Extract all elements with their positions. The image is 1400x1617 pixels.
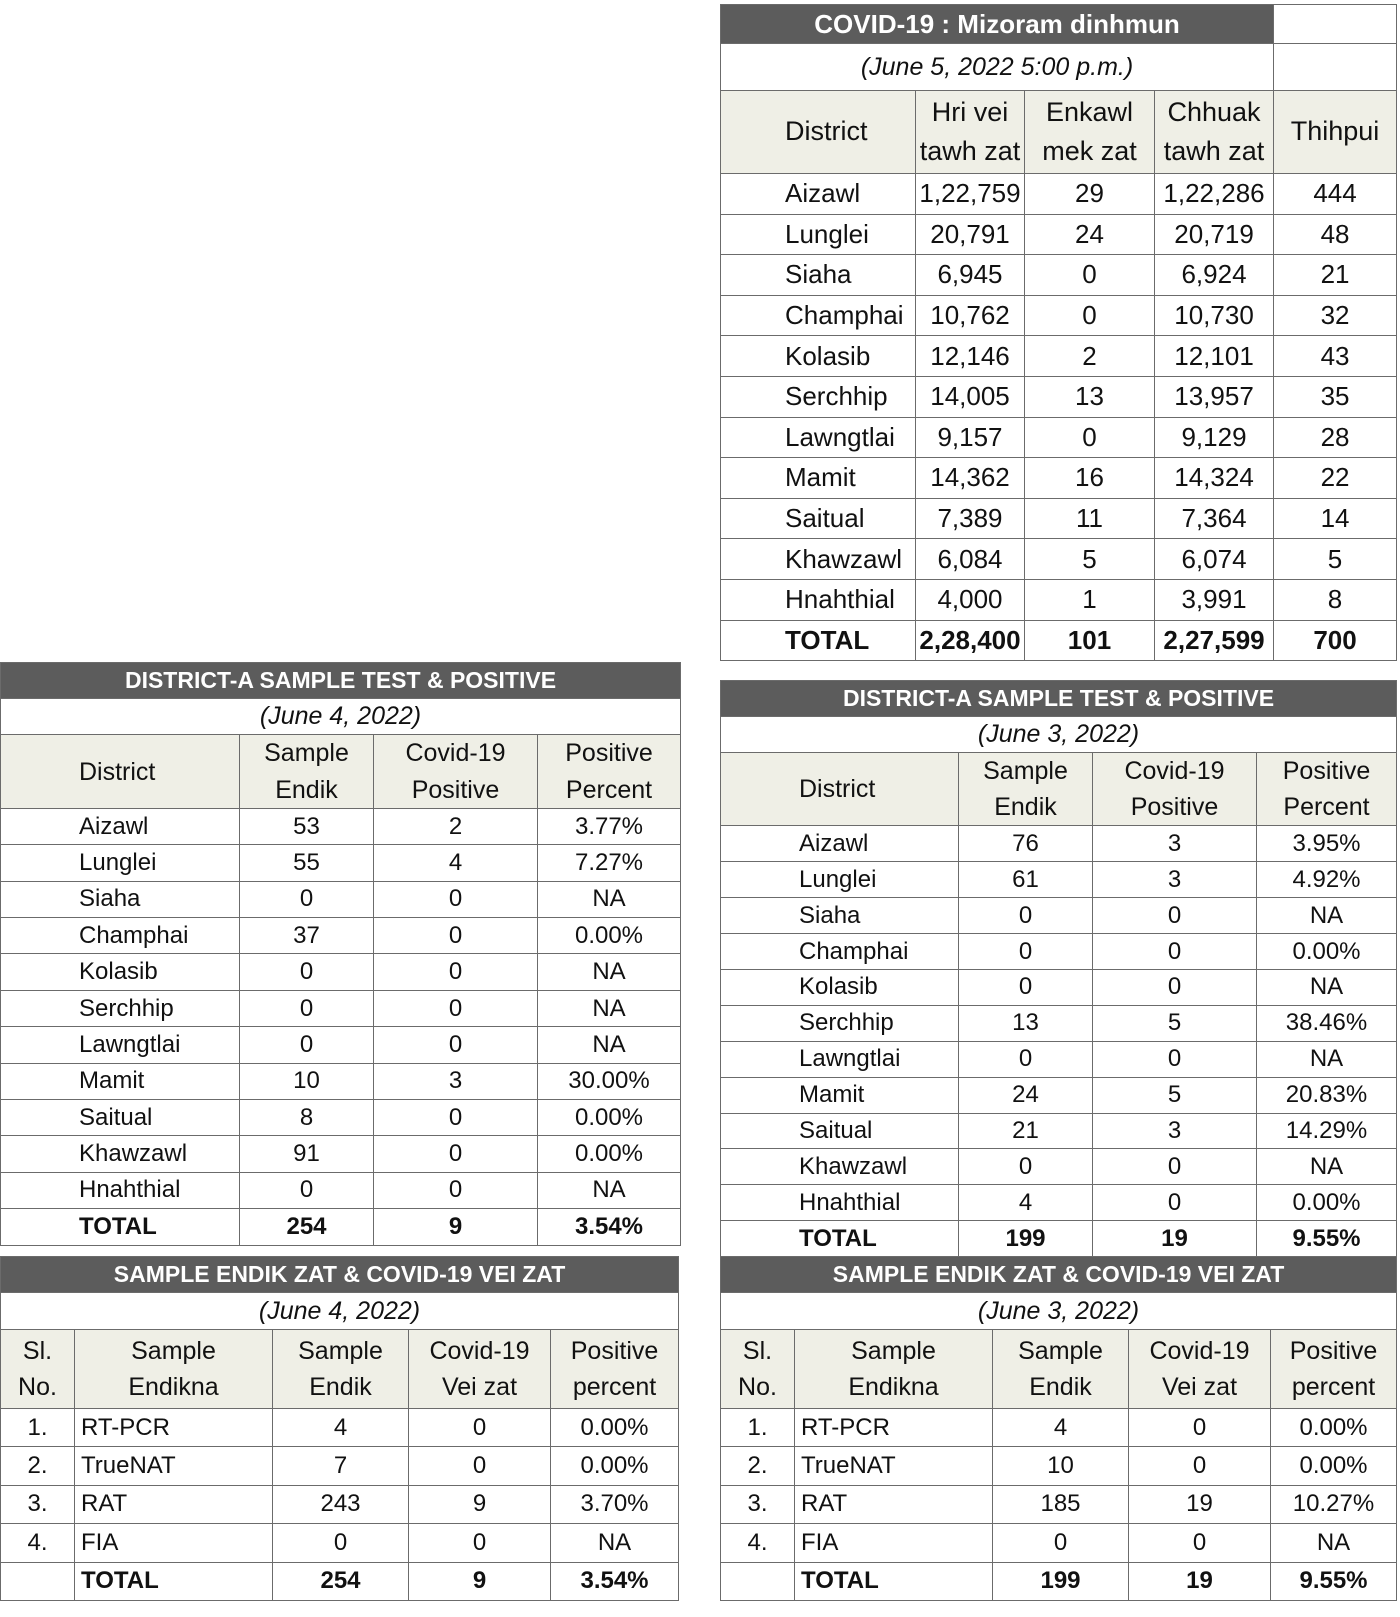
district-cell: Aizawl (721, 826, 959, 862)
thihpui-cell: 14 (1274, 498, 1397, 539)
positive-percent-cell: 7.27% (538, 845, 681, 881)
chhuak-cell: 9,129 (1155, 417, 1274, 458)
enkawl-cell: 16 (1025, 458, 1155, 499)
covid-positive-cell: 0 (1093, 1149, 1257, 1185)
district-test-table-june3 (720, 680, 1397, 1257)
covid-positive-cell: 0 (374, 990, 538, 1026)
table-row (1, 1063, 681, 1099)
method-cell: TrueNAT (75, 1447, 273, 1485)
total-row (721, 1562, 1397, 1600)
table-row (1, 918, 681, 954)
date-blank-cell (1274, 44, 1397, 91)
header-positive-percent: Positive Percent (538, 735, 681, 809)
covid-positive-cell: 2 (374, 808, 538, 844)
district-cell: Siaha (1, 881, 240, 917)
hri-vei-cell: 9,157 (916, 417, 1025, 458)
table-row (721, 1005, 1397, 1041)
table-row (721, 1077, 1397, 1113)
sl-no-cell: 4. (721, 1524, 795, 1562)
covid-positive-cell: 4 (374, 845, 538, 881)
positive-percent-cell: 3.70% (551, 1485, 679, 1523)
positive-percent-cell: 38.46% (1257, 1005, 1397, 1041)
table-date: (June 4, 2022) (1, 699, 681, 735)
table-row (721, 214, 1397, 255)
sample-endik-cell: 0 (993, 1524, 1129, 1562)
district-cell: Saitual (721, 1113, 959, 1149)
enkawl-cell: 24 (1025, 214, 1155, 255)
covid-positive-cell: 5 (1093, 1077, 1257, 1113)
sample-endik-cell: 4 (959, 1185, 1093, 1221)
sample-endik-cell: 0 (240, 1027, 374, 1063)
header-sl-no: Sl. No. (1, 1330, 75, 1409)
covid-positive-cell: 0 (1093, 969, 1257, 1005)
district-cell: Mamit (721, 1077, 959, 1113)
chhuak-cell: 6,074 (1155, 539, 1274, 580)
hri-vei-cell: 10,762 (916, 295, 1025, 336)
table-row (721, 458, 1397, 499)
positive-percent-cell: 3.54% (551, 1562, 679, 1600)
header-thihpui: Thihpui (1274, 91, 1397, 174)
district-cell: Hnahthial (1, 1172, 240, 1208)
table-row (1, 1409, 679, 1447)
positive-percent-cell: NA (1257, 1149, 1397, 1185)
district-cell: Serchhip (1, 990, 240, 1026)
positive-percent-cell: 30.00% (538, 1063, 681, 1099)
district-cell: Kolasib (721, 336, 916, 377)
district-cell: Khawzawl (721, 539, 916, 580)
district-test-table-june4 (0, 662, 681, 1246)
covid-vei-cell: 0 (1129, 1409, 1271, 1447)
thihpui-cell: 43 (1274, 336, 1397, 377)
table-row (721, 174, 1397, 215)
hri-vei-cell: 1,22,759 (916, 174, 1025, 215)
covid-positive-cell: 0 (374, 954, 538, 990)
positive-percent-cell: 0.00% (538, 918, 681, 954)
header-district: District (721, 91, 916, 174)
district-cell: Siaha (721, 255, 916, 296)
thihpui-cell: 22 (1274, 458, 1397, 499)
positive-percent-cell: NA (1257, 898, 1397, 934)
sample-endik-cell: 21 (959, 1113, 1093, 1149)
chhuak-cell: 1,22,286 (1155, 174, 1274, 215)
sample-endik-cell: 76 (959, 826, 1093, 862)
district-cell: Mamit (721, 458, 916, 499)
thihpui-cell: 35 (1274, 376, 1397, 417)
chhuak-cell: 6,924 (1155, 255, 1274, 296)
thihpui-cell: 5 (1274, 539, 1397, 580)
sample-endik-cell: 4 (273, 1409, 409, 1447)
positive-percent-cell: 0.00% (538, 1136, 681, 1172)
header-district: District (1, 735, 240, 809)
positive-percent-cell: 4.92% (1257, 862, 1397, 898)
positive-percent-cell: 0.00% (1271, 1409, 1397, 1447)
hri-vei-cell: 14,362 (916, 458, 1025, 499)
district-cell: Kolasib (721, 969, 959, 1005)
method-cell: TOTAL (795, 1562, 993, 1600)
enkawl-cell: 0 (1025, 295, 1155, 336)
district-cell: Lunglei (1, 845, 240, 881)
sample-endik-cell: 0 (959, 969, 1093, 1005)
table-row (721, 969, 1397, 1005)
sl-no-cell: 1. (1, 1409, 75, 1447)
enkawl-cell: 1 (1025, 579, 1155, 620)
header-chhuak: Chhuak tawh zat (1155, 91, 1274, 174)
district-cell: Saitual (1, 1100, 240, 1136)
table-title: COVID-19 : Mizoram dinhmun (721, 5, 1274, 44)
sl-no-cell: 1. (721, 1409, 795, 1447)
sl-no-cell: 3. (1, 1485, 75, 1523)
district-cell: Khawzawl (1, 1136, 240, 1172)
table-row (1, 1172, 681, 1208)
positive-percent-cell: NA (1271, 1524, 1397, 1562)
header-positive-percent: Positive Percent (1257, 752, 1397, 826)
table-row (721, 336, 1397, 377)
total-row (721, 620, 1397, 661)
enkawl-cell: 13 (1025, 376, 1155, 417)
positive-percent-cell: NA (1257, 1041, 1397, 1077)
table-row (721, 1409, 1397, 1447)
sl-no-cell: 3. (721, 1485, 795, 1523)
hri-vei-cell: 7,389 (916, 498, 1025, 539)
table-row (1, 1100, 681, 1136)
district-cell: Aizawl (1, 808, 240, 844)
thihpui-cell: 700 (1274, 620, 1397, 661)
chhuak-cell: 14,324 (1155, 458, 1274, 499)
district-cell: Champhai (721, 295, 916, 336)
covid-positive-cell: 9 (374, 1209, 538, 1245)
sample-endik-cell: 91 (240, 1136, 374, 1172)
total-row (1, 1562, 679, 1600)
covid-positive-cell: 0 (1093, 1185, 1257, 1221)
table-date: (June 3, 2022) (721, 1293, 1397, 1330)
table-row (721, 1447, 1397, 1485)
covid-positive-cell: 3 (1093, 826, 1257, 862)
covid-vei-cell: 0 (409, 1447, 551, 1485)
sl-no-cell (721, 1562, 795, 1600)
district-cell: Aizawl (721, 174, 916, 215)
sample-endik-cell: 185 (993, 1485, 1129, 1523)
header-sl-no: Sl. No. (721, 1330, 795, 1409)
hri-vei-cell: 14,005 (916, 376, 1025, 417)
positive-percent-cell: 3.95% (1257, 826, 1397, 862)
district-cell: Serchhip (721, 1005, 959, 1041)
sample-endik-cell: 0 (959, 934, 1093, 970)
table-title: SAMPLE ENDIK ZAT & COVID-19 VEI ZAT (1, 1257, 679, 1293)
table-row (1, 1027, 681, 1063)
chhuak-cell: 13,957 (1155, 376, 1274, 417)
chhuak-cell: 2,27,599 (1155, 620, 1274, 661)
covid-positive-cell: 0 (374, 918, 538, 954)
covid-positive-cell: 0 (374, 1172, 538, 1208)
header-sample-endik: Sample Endik (273, 1330, 409, 1409)
table-row (721, 1185, 1397, 1221)
table-row (721, 898, 1397, 934)
covid-vei-cell: 0 (409, 1524, 551, 1562)
method-cell: TrueNAT (795, 1447, 993, 1485)
enkawl-cell: 101 (1025, 620, 1155, 661)
table-row (721, 255, 1397, 296)
sample-endik-cell: 243 (273, 1485, 409, 1523)
district-cell: Kolasib (1, 954, 240, 990)
table-row (721, 1524, 1397, 1562)
table-date: (June 3, 2022) (721, 717, 1397, 753)
hri-vei-cell: 20,791 (916, 214, 1025, 255)
positive-percent-cell: NA (538, 954, 681, 990)
title-blank-cell (1274, 5, 1397, 44)
positive-percent-cell: NA (538, 1027, 681, 1063)
header-sample-endik: Sample Endik (240, 735, 374, 809)
positive-percent-cell: NA (538, 990, 681, 1026)
chhuak-cell: 7,364 (1155, 498, 1274, 539)
covid-vei-cell: 9 (409, 1485, 551, 1523)
sample-endik-cell: 0 (959, 1149, 1093, 1185)
table-row (1, 1485, 679, 1523)
sample-endik-cell: 0 (959, 1041, 1093, 1077)
hri-vei-cell: 2,28,400 (916, 620, 1025, 661)
positive-percent-cell: 0.00% (538, 1100, 681, 1136)
sample-endik-cell: 0 (240, 990, 374, 1026)
total-row (721, 1221, 1397, 1257)
covid-positive-cell: 3 (1093, 1113, 1257, 1149)
sample-endik-cell: 24 (959, 1077, 1093, 1113)
table-row (721, 1485, 1397, 1523)
enkawl-cell: 0 (1025, 417, 1155, 458)
table-row (721, 498, 1397, 539)
covid-vei-cell: 19 (1129, 1485, 1271, 1523)
positive-percent-cell: 0.00% (551, 1409, 679, 1447)
table-row (1, 1447, 679, 1485)
enkawl-cell: 11 (1025, 498, 1155, 539)
table-date: (June 4, 2022) (1, 1293, 679, 1330)
sample-endik-cell: 0 (959, 898, 1093, 934)
header-sample-endikna: Sample Endikna (795, 1330, 993, 1409)
sample-endik-cell: 37 (240, 918, 374, 954)
table-row (1, 990, 681, 1026)
sl-no-cell: 2. (721, 1447, 795, 1485)
positive-percent-cell: 3.77% (538, 808, 681, 844)
district-cell: Lawngtlai (721, 417, 916, 458)
positive-percent-cell: 14.29% (1257, 1113, 1397, 1149)
table-row (721, 539, 1397, 580)
covid-vei-cell: 19 (1129, 1562, 1271, 1600)
sample-endik-cell: 7 (273, 1447, 409, 1485)
sample-endik-cell: 55 (240, 845, 374, 881)
thihpui-cell: 28 (1274, 417, 1397, 458)
district-cell: Lunglei (721, 214, 916, 255)
enkawl-cell: 2 (1025, 336, 1155, 377)
district-cell: Lawngtlai (1, 1027, 240, 1063)
district-cell: Hnahthial (721, 1185, 959, 1221)
sample-endik-cell: 0 (240, 1172, 374, 1208)
sample-endik-cell: 0 (240, 881, 374, 917)
positive-percent-cell: 3.54% (538, 1209, 681, 1245)
sl-no-cell: 2. (1, 1447, 75, 1485)
district-cell: TOTAL (1, 1209, 240, 1245)
table-row (1, 845, 681, 881)
district-cell: Lunglei (721, 862, 959, 898)
method-cell: RAT (795, 1485, 993, 1523)
sample-endik-cell: 8 (240, 1100, 374, 1136)
positive-percent-cell: 20.83% (1257, 1077, 1397, 1113)
district-cell: TOTAL (721, 620, 916, 661)
table-row (721, 826, 1397, 862)
covid-positive-cell: 0 (374, 1100, 538, 1136)
sample-method-table-june4 (0, 1256, 679, 1601)
enkawl-cell: 5 (1025, 539, 1155, 580)
positive-percent-cell: 9.55% (1271, 1562, 1397, 1600)
covid-vei-cell: 0 (1129, 1524, 1271, 1562)
enkawl-cell: 29 (1025, 174, 1155, 215)
table-title: SAMPLE ENDIK ZAT & COVID-19 VEI ZAT (721, 1257, 1397, 1293)
table-row (721, 1113, 1397, 1149)
district-cell: Lawngtlai (721, 1041, 959, 1077)
covid-vei-cell: 9 (409, 1562, 551, 1600)
covid-positive-cell: 5 (1093, 1005, 1257, 1041)
header-covid-vei-zat: Covid-19 Vei zat (1129, 1330, 1271, 1409)
method-cell: TOTAL (75, 1562, 273, 1600)
table-row (721, 417, 1397, 458)
header-district: District (721, 752, 959, 826)
covid-positive-cell: 0 (1093, 1041, 1257, 1077)
total-row (1, 1209, 681, 1245)
hri-vei-cell: 6,084 (916, 539, 1025, 580)
table-title: DISTRICT-A SAMPLE TEST & POSITIVE (1, 663, 681, 699)
covid-positive-cell: 0 (374, 881, 538, 917)
covid-positive-cell: 0 (1093, 934, 1257, 970)
header-positive-percent: Positive percent (551, 1330, 679, 1409)
positive-percent-cell: NA (551, 1524, 679, 1562)
hri-vei-cell: 12,146 (916, 336, 1025, 377)
table-row (1, 1524, 679, 1562)
positive-percent-cell: 0.00% (1257, 1185, 1397, 1221)
table-row (721, 1041, 1397, 1077)
table-row (1, 881, 681, 917)
thihpui-cell: 8 (1274, 579, 1397, 620)
sample-endik-cell: 199 (993, 1562, 1129, 1600)
sample-endik-cell: 0 (240, 954, 374, 990)
table-row (1, 808, 681, 844)
sample-endik-cell: 10 (993, 1447, 1129, 1485)
method-cell: FIA (75, 1524, 273, 1562)
header-sample-endikna: Sample Endikna (75, 1330, 273, 1409)
positive-percent-cell: 10.27% (1271, 1485, 1397, 1523)
mizoram-status-table (720, 4, 1397, 661)
thihpui-cell: 21 (1274, 255, 1397, 296)
district-cell: TOTAL (721, 1221, 959, 1257)
positive-percent-cell: 0.00% (551, 1447, 679, 1485)
covid-positive-cell: 0 (374, 1027, 538, 1063)
hri-vei-cell: 4,000 (916, 579, 1025, 620)
method-cell: RAT (75, 1485, 273, 1523)
sample-endik-cell: 199 (959, 1221, 1093, 1257)
table-row (721, 376, 1397, 417)
sample-endik-cell: 53 (240, 808, 374, 844)
table-date: (June 5, 2022 5:00 p.m.) (721, 44, 1274, 91)
header-covid-positive: Covid-19 Positive (374, 735, 538, 809)
district-cell: Champhai (1, 918, 240, 954)
header-covid-vei-zat: Covid-19 Vei zat (409, 1330, 551, 1409)
district-cell: Saitual (721, 498, 916, 539)
positive-percent-cell: 9.55% (1257, 1221, 1397, 1257)
district-cell: Champhai (721, 934, 959, 970)
header-covid-positive: Covid-19 Positive (1093, 752, 1257, 826)
table-row (721, 295, 1397, 336)
table-row (721, 934, 1397, 970)
chhuak-cell: 20,719 (1155, 214, 1274, 255)
table-row (721, 862, 1397, 898)
method-cell: RT-PCR (795, 1409, 993, 1447)
sample-method-table-june3 (720, 1256, 1397, 1601)
chhuak-cell: 12,101 (1155, 336, 1274, 377)
sample-endik-cell: 61 (959, 862, 1093, 898)
header-positive-percent: Positive percent (1271, 1330, 1397, 1409)
covid-positive-cell: 0 (374, 1136, 538, 1172)
thihpui-cell: 32 (1274, 295, 1397, 336)
district-cell: Mamit (1, 1063, 240, 1099)
header-sample-endik: Sample Endik (959, 752, 1093, 826)
covid-positive-cell: 3 (374, 1063, 538, 1099)
sample-endik-cell: 254 (240, 1209, 374, 1245)
header-sample-endik: Sample Endik (993, 1330, 1129, 1409)
covid-vei-cell: 0 (409, 1409, 551, 1447)
sample-endik-cell: 0 (273, 1524, 409, 1562)
positive-percent-cell: NA (538, 881, 681, 917)
table-title: DISTRICT-A SAMPLE TEST & POSITIVE (721, 681, 1397, 717)
enkawl-cell: 0 (1025, 255, 1155, 296)
district-cell: Khawzawl (721, 1149, 959, 1185)
header-hri-vei: Hri vei tawh zat (916, 91, 1025, 174)
sl-no-cell: 4. (1, 1524, 75, 1562)
positive-percent-cell: NA (538, 1172, 681, 1208)
sample-endik-cell: 254 (273, 1562, 409, 1600)
method-cell: FIA (795, 1524, 993, 1562)
district-cell: Serchhip (721, 376, 916, 417)
chhuak-cell: 3,991 (1155, 579, 1274, 620)
positive-percent-cell: 0.00% (1271, 1447, 1397, 1485)
covid-positive-cell: 19 (1093, 1221, 1257, 1257)
table-row (721, 579, 1397, 620)
positive-percent-cell: 0.00% (1257, 934, 1397, 970)
sample-endik-cell: 10 (240, 1063, 374, 1099)
thihpui-cell: 444 (1274, 174, 1397, 215)
covid-positive-cell: 3 (1093, 862, 1257, 898)
chhuak-cell: 10,730 (1155, 295, 1274, 336)
district-cell: Hnahthial (721, 579, 916, 620)
sample-endik-cell: 4 (993, 1409, 1129, 1447)
covid-vei-cell: 0 (1129, 1447, 1271, 1485)
method-cell: RT-PCR (75, 1409, 273, 1447)
sl-no-cell (1, 1562, 75, 1600)
table-row (1, 1136, 681, 1172)
covid-positive-cell: 0 (1093, 898, 1257, 934)
table-row (721, 1149, 1397, 1185)
thihpui-cell: 48 (1274, 214, 1397, 255)
district-cell: Siaha (721, 898, 959, 934)
header-enkawl: Enkawl mek zat (1025, 91, 1155, 174)
hri-vei-cell: 6,945 (916, 255, 1025, 296)
table-row (1, 954, 681, 990)
sample-endik-cell: 13 (959, 1005, 1093, 1041)
positive-percent-cell: NA (1257, 969, 1397, 1005)
